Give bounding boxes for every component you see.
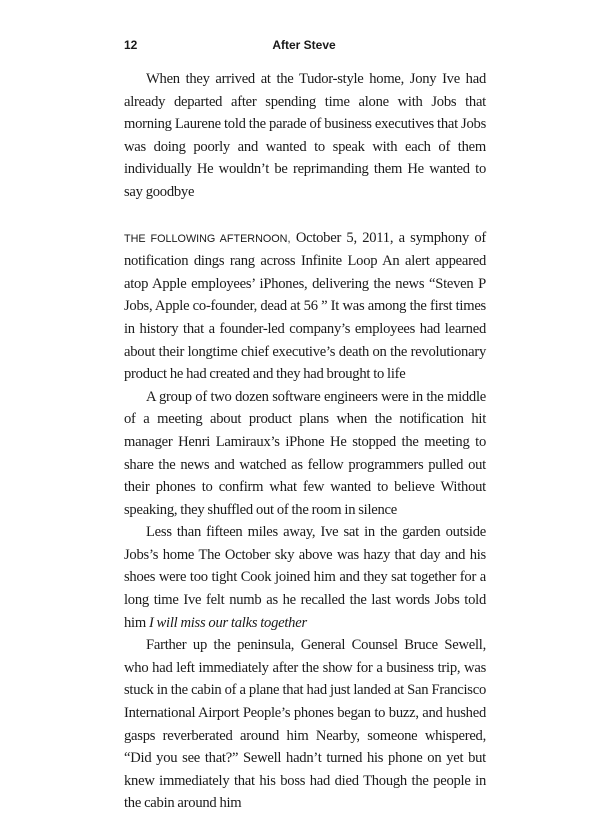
paragraph <box>124 521 486 634</box>
paragraph: Farther up the peninsula, General Counsel Bruce Sewell, who had left immediately after the show for a business trip, was stuck in the cabin of a plane that had just landed at San Francisco International Airport People’s phones began to buzz, and hushed gasps reverberated around him Nearby, someone whispered, “Did you see that?” Sewell hadn’t turned his phone on yet but knew immediately that his boss had died Though the people in the cabin around him <box>124 637 486 812</box>
italic-quote: I will miss our talks together <box>148 614 307 631</box>
paragraph-section-opening <box>124 227 486 386</box>
page-number: 12 <box>124 38 138 52</box>
paragraph-text: October 5, 2011, a symphony of notification dings rang across Infinite Loop An alert appeared atop Apple employees’ iPhones, delivering the news “Steven P Jobs, Apple co-founder, dead at 56 ” It was among the first times in history that a founder-led company’s employees had learned about their longtime chief executive’s death on the revolutionary product he had created and they had brought to life <box>124 229 486 383</box>
section-lead-in: THE FOLLOWING AFTERNOON, <box>124 232 291 245</box>
paragraph-text: Less than fifteen miles away, Ive sat in the garden outside Jobs’s home The October sky above was hazy that day and his shoes were too tight Cook joined him and they sat together for a long time Ive felt numb as he recalled the last words Jobs told him <box>124 524 486 631</box>
paragraph: A group of two dozen software engineers were in the middle of a meeting about product plans when the notification hit manager Henri Lamiraux’s iPhone He stopped the meeting to share the news and watched as fellow programmers pulled out their phones to confirm what few wanted to believe Without speaking, they shuffled out of the room in silence <box>124 388 486 518</box>
page-header <box>124 38 484 54</box>
section-break <box>124 204 486 227</box>
running-head: After Steve <box>272 38 336 52</box>
body-text <box>124 68 486 815</box>
paragraph: When they arrived at the Tudor-style home, Jony Ive had already departed after spending time alone with Jobs that morning Laurene told the parade of business executives that Jobs was doing poorly and wanted to speak with each of them individually He wouldn’t be reprimanding them He wanted to say goodbye <box>124 71 486 200</box>
